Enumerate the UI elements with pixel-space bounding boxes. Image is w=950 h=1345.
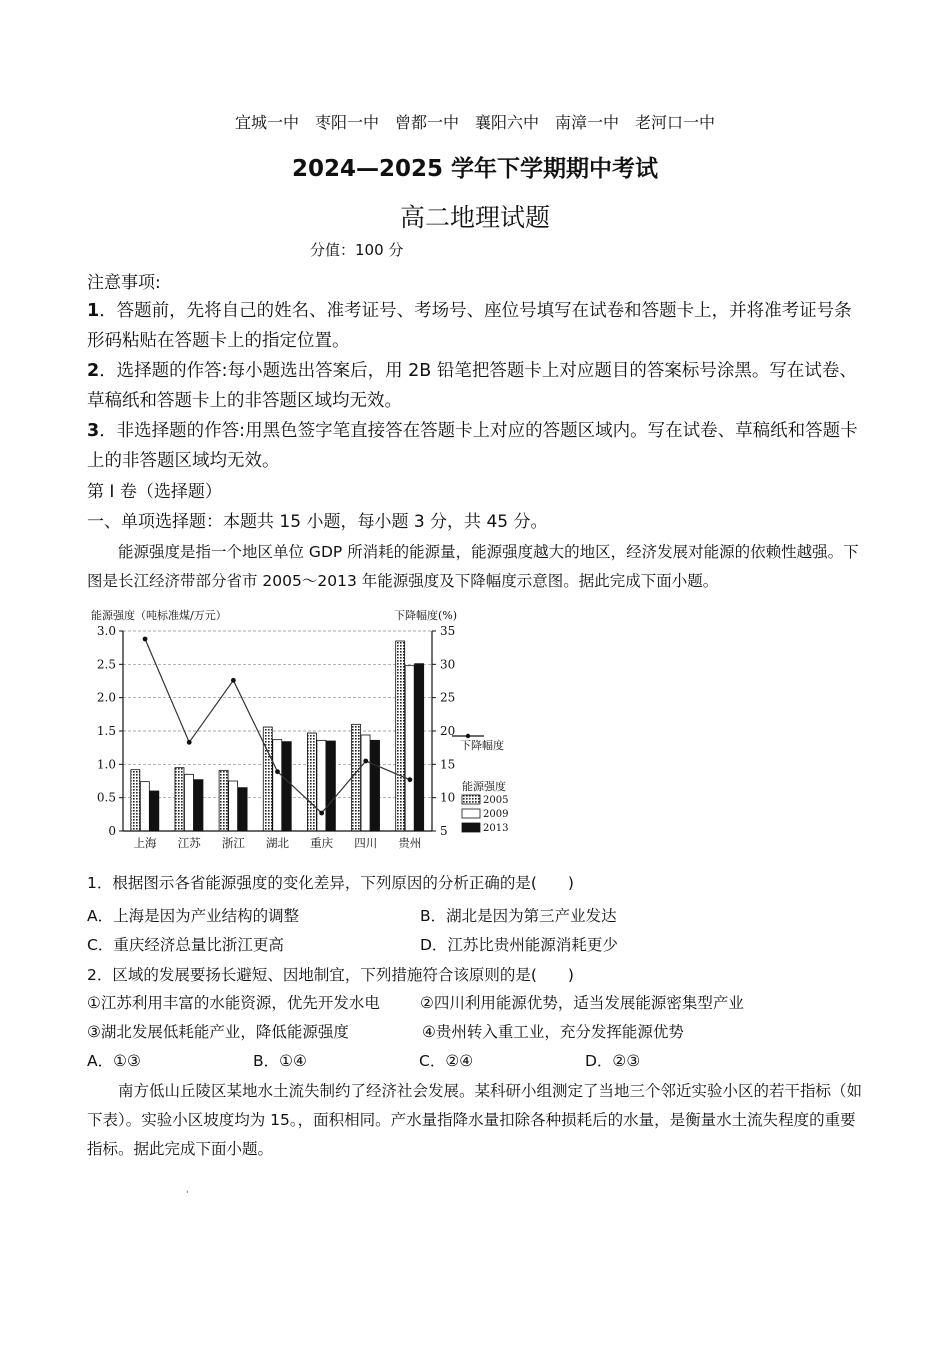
legend-label-2005: 2005 — [483, 795, 509, 806]
bars-group — [131, 641, 424, 831]
question-1-option-a[interactable]: A．上海是因为产业结构的调整 — [87, 907, 300, 925]
left-tick-label: 1.5 — [96, 724, 116, 738]
note-item-1: 1．答题前，先将自己的姓名、准考证号、考场号、座位号填写在试卷和答题卡上，并将准考证号条形码粘贴在答题卡上的指定位置。 — [87, 301, 852, 351]
category-label: 上海 — [133, 836, 157, 850]
score-line: 分值：100 分 — [310, 241, 404, 259]
question-1-option-b[interactable]: B．湖北是因为第三产业发达 — [420, 907, 617, 925]
right-tick-label: 30 — [440, 657, 456, 672]
question-2-statement-4: ④贵州转入重工业，充分发挥能源优势 — [422, 1023, 684, 1041]
question-1-option-c[interactable]: C．重庆经济总量比浙江更高 — [87, 936, 284, 954]
question-2-statement-3: ③湖北发展低耗能产业，降低能源强度 — [87, 1023, 349, 1041]
bar-2005-湖北 — [263, 727, 272, 831]
bar-2013-上海 — [150, 791, 159, 831]
question-2-statement-2: ②四川利用能源优势，适当发展能源密集型产业 — [420, 994, 744, 1012]
question-1-option-d[interactable]: D．江苏比贵州能源消耗更少 — [420, 936, 618, 954]
category-label: 重庆 — [310, 836, 334, 850]
category-label: 贵州 — [398, 836, 422, 850]
right-tick-label: 35 — [440, 624, 456, 638]
question-1-stem: 1．根据图示各省能源强度的变化差异，下列原因的分析正确的是( ) — [87, 874, 574, 892]
legend-swatch-2009 — [462, 809, 480, 818]
question-2-stem: 2．区域的发展要扬长避短、因地制宜，下列措施符合该原则的是( ) — [87, 966, 574, 984]
legend-label-2013: 2013 — [483, 823, 509, 834]
section-title: 一、单项选择题：本题共 15 小题，每小题 3 分，共 45 分。 — [87, 512, 548, 532]
right-tick-label: 10 — [440, 790, 456, 805]
right-tick-label: 20 — [440, 724, 456, 738]
question-2-option-a[interactable]: A．①③ — [87, 1052, 141, 1070]
left-tick-label: 0 — [108, 824, 116, 838]
volume-title: 第 I 卷（选择题） — [87, 482, 222, 502]
question-2-option-d[interactable]: D．②③ — [585, 1052, 641, 1070]
legend-swatch-2013 — [462, 823, 480, 832]
legend-line-label: 下降幅度 — [460, 739, 504, 752]
intro-paragraph-1: 能源强度是指一个地区单位 GDP 所消耗的能源量，能源强度越大的地区，经济发展对能源的依赖性越强。下图是长江经济带部分省市 2005～2013 年能源强度及下降幅度示意图。据此完成下面小题。 — [87, 543, 859, 590]
bar-2013-江苏 — [194, 780, 203, 831]
decline-point-江苏 — [187, 740, 192, 745]
left-axis-label: 能源强度（吨标准煤/万元） — [91, 609, 227, 622]
right-tick-label: 5 — [440, 824, 448, 838]
bar-2005-浙江 — [219, 770, 228, 831]
decline-point-湖北 — [275, 769, 280, 774]
bar-2005-重庆 — [307, 733, 316, 831]
note-item-3: 3．非选择题的作答:用黑色签字笔直接答在答题卡上对应的答题区域内。写在试卷、草稿纸和答题卡上的非答题区域均无效。 — [87, 421, 858, 471]
bar-2009-上海 — [140, 782, 149, 831]
decline-point-贵州 — [408, 777, 413, 782]
legend-swatch-2005 — [462, 795, 480, 804]
bar-2005-上海 — [131, 770, 140, 831]
left-tick-label: 3.0 — [96, 624, 116, 638]
decline-point-重庆 — [319, 811, 324, 816]
bar-2009-浙江 — [229, 781, 238, 831]
category-label: 四川 — [354, 836, 378, 850]
right-tick-label: 15 — [440, 757, 456, 772]
energy-intensity-chart — [85, 600, 525, 860]
left-tick-label: 2.0 — [96, 690, 116, 705]
bar-2009-重庆 — [317, 740, 326, 831]
decline-point-上海 — [143, 637, 148, 642]
bar-2013-贵州 — [415, 664, 424, 831]
notes-heading: 注意事项: — [87, 273, 161, 293]
decline-point-浙江 — [231, 678, 236, 683]
bar-2013-四川 — [371, 740, 380, 831]
school-list: 宜城一中 枣阳一中 曾都一中 襄阳六中 南漳一中 老河口一中 — [234, 113, 715, 132]
question-2-option-c[interactable]: C．②④ — [419, 1052, 474, 1070]
legend-title: 能源强度 — [462, 780, 506, 793]
bar-2009-江苏 — [184, 774, 193, 831]
intro-paragraph-2: 南方低山丘陵区某地水土流失制约了经济社会发展。某科研小组测定了当地三个邻近实验小区的若干指标（如下表）。实验小区坡度均为 15。，面积相同。产水量指降水量扣除各种损耗后的水量，是衡量水土流失程度的重要指标。据此完成下面小题。 — [87, 1082, 863, 1158]
bar-2013-湖北 — [282, 742, 291, 831]
bar-2005-贵州 — [396, 641, 405, 831]
bar-2013-浙江 — [238, 788, 247, 831]
legend — [452, 734, 508, 834]
category-labels — [134, 836, 422, 850]
question-2-statement-1: ①江苏利用丰富的水能资源，优先开发水电 — [87, 994, 380, 1012]
left-tick-label: 0.5 — [96, 790, 116, 805]
bar-2005-四川 — [352, 724, 361, 831]
category-label: 浙江 — [221, 836, 245, 850]
exam-title: 2024—2025 学年下学期期中考试 — [291, 156, 659, 182]
category-label: 江苏 — [177, 836, 201, 850]
left-tick-label: 2.5 — [96, 657, 116, 672]
bar-2013-重庆 — [326, 741, 335, 831]
bar-2005-江苏 — [175, 768, 184, 831]
bar-2009-贵州 — [405, 666, 414, 831]
stray-mark: ' — [186, 1190, 189, 1200]
exam-subtitle: 高二地理试题 — [399, 203, 550, 232]
legend-point-sample — [466, 734, 470, 738]
right-axis-label: 下降幅度(%) — [394, 609, 458, 622]
bar-2009-四川 — [361, 735, 370, 831]
note-item-2: 2．选择题的作答:每小题选出答案后，用 2B 铅笔把答题卡上对应题目的答案标号涂黑。写在试卷、草稿纸和答题卡上的非答题区域均无效。 — [87, 361, 857, 411]
right-tick-label: 25 — [440, 690, 456, 705]
legend-label-2009: 2009 — [483, 809, 509, 820]
bar-2009-湖北 — [273, 740, 282, 831]
category-label: 湖北 — [266, 836, 289, 850]
question-2-option-b[interactable]: B．①④ — [253, 1052, 307, 1070]
left-tick-label: 1.0 — [96, 757, 116, 772]
decline-point-四川 — [363, 759, 368, 764]
